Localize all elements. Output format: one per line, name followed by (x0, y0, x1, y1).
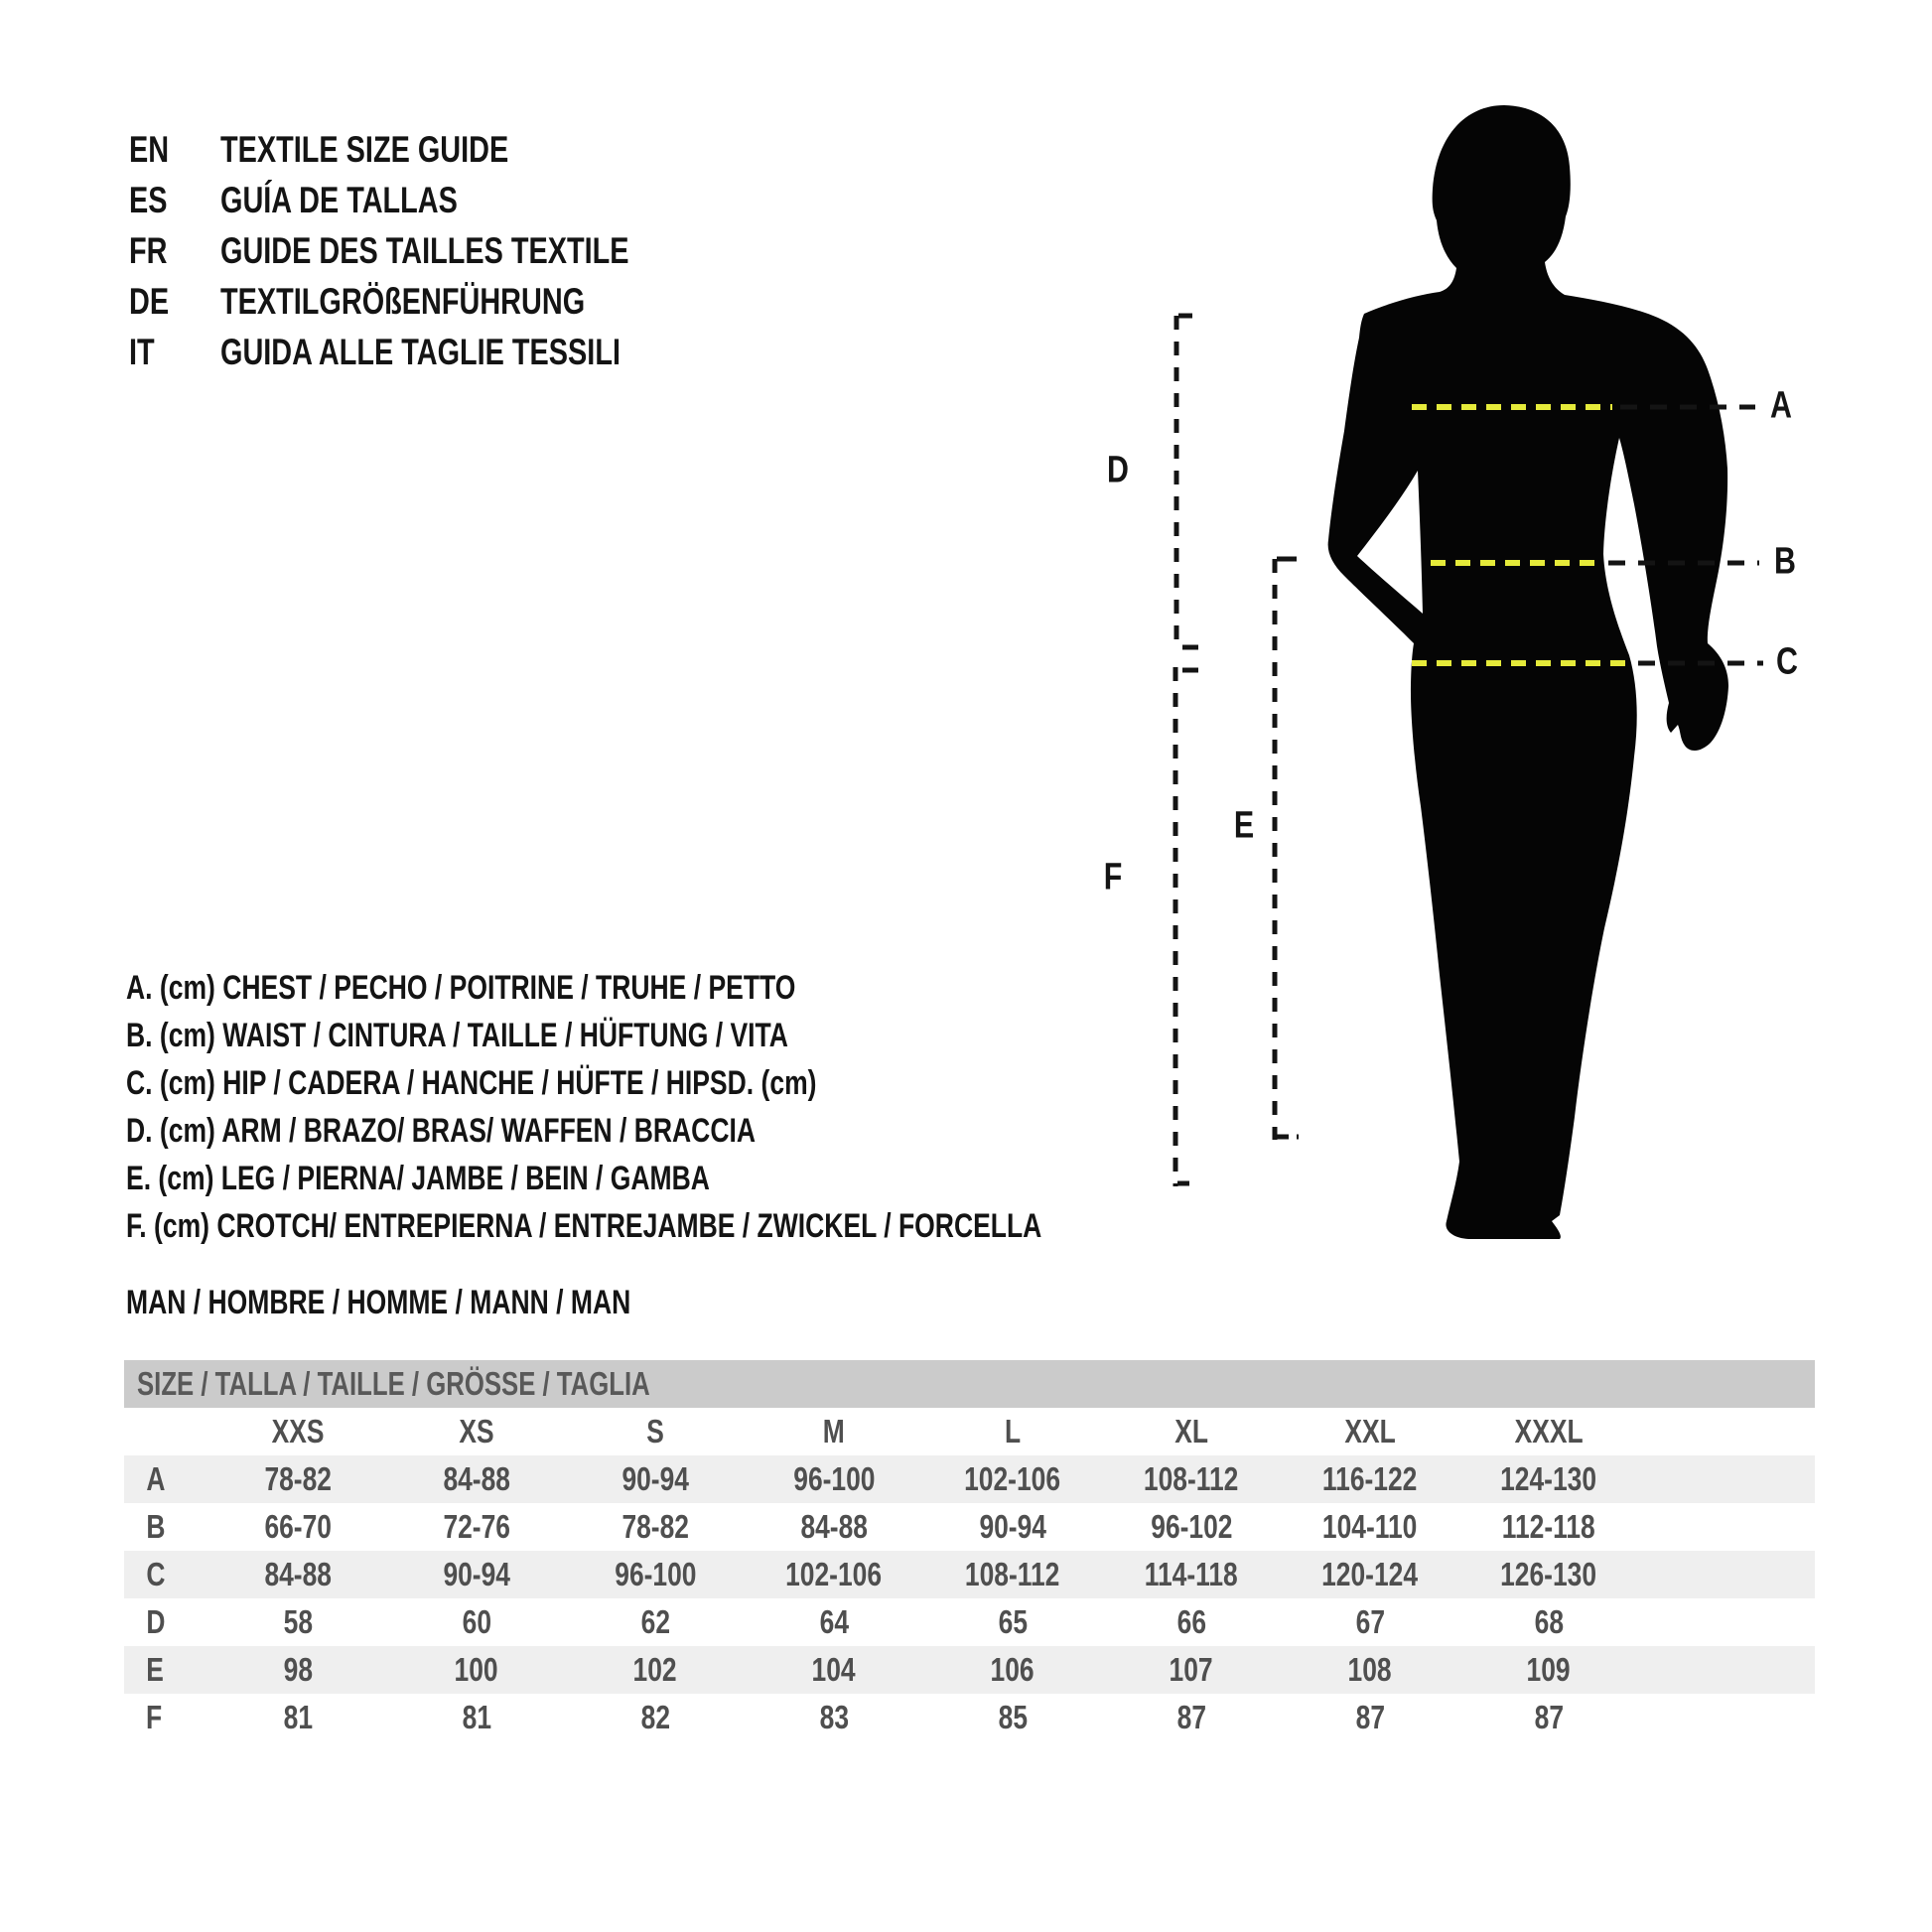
cell: 108-112 (1144, 1460, 1239, 1497)
cell: 87 (1176, 1699, 1206, 1735)
column-header: XXS (271, 1413, 325, 1449)
cell: 96-100 (792, 1460, 876, 1497)
row-label: C (146, 1556, 166, 1592)
cell: 109 (1526, 1651, 1572, 1688)
language-code: ES (129, 179, 168, 220)
cell: 90-94 (979, 1508, 1046, 1545)
column-header: XS (459, 1413, 494, 1449)
cell: 102-106 (964, 1460, 1061, 1497)
cell: 87 (1534, 1699, 1564, 1735)
column-header: XXL (1344, 1413, 1396, 1449)
cell: 58 (283, 1603, 313, 1640)
cell: 64 (819, 1603, 849, 1640)
measurement-line-A: A. (cm) CHEST / PECHO / POITRINE / TRUHE / PETTO (126, 968, 796, 1007)
measurement-definitions (126, 964, 1300, 1250)
cell: 84-88 (800, 1508, 868, 1545)
cell: 90-94 (621, 1460, 689, 1497)
cell: 104 (811, 1651, 857, 1688)
cell: 60 (462, 1603, 491, 1640)
cell: 84-88 (443, 1460, 510, 1497)
cell: 81 (283, 1699, 313, 1735)
measurement-line-E: E. (cm) LEG / PIERNA/ JAMBE / BEIN / GAMBA (126, 1159, 710, 1197)
cell: 67 (1355, 1603, 1385, 1640)
table-row (124, 1455, 1815, 1503)
marker-waist-B: B (1774, 540, 1796, 583)
cell: 102-106 (785, 1556, 883, 1592)
column-header: M (823, 1413, 845, 1449)
cell: 126-130 (1500, 1556, 1597, 1592)
man-silhouette (1328, 105, 1728, 1239)
cell: 85 (998, 1699, 1028, 1735)
cell: 72-76 (443, 1508, 510, 1545)
language-title: GUIDE DES TAILLES TEXTILE (220, 229, 629, 271)
cell: 98 (283, 1651, 313, 1688)
measurement-line-D: D. (cm) ARM / BRAZO/ BRAS/ WAFFEN / BRACCIA (126, 1111, 757, 1150)
column-header: S (646, 1413, 664, 1449)
cell: 106 (990, 1651, 1035, 1688)
cell: 108-112 (965, 1556, 1060, 1592)
row-label: E (146, 1651, 164, 1688)
cell: 96-100 (614, 1556, 697, 1592)
language-title: GUIDA ALLE TAGLIE TESSILI (220, 331, 621, 372)
cell: 108 (1347, 1651, 1393, 1688)
row-label: D (146, 1603, 166, 1640)
cell: 90-94 (443, 1556, 510, 1592)
cell: 104-110 (1322, 1508, 1418, 1545)
cell: 87 (1355, 1699, 1385, 1735)
table-row (124, 1503, 1815, 1551)
table-row (124, 1598, 1815, 1646)
cell: 84-88 (264, 1556, 332, 1592)
cell: 62 (640, 1603, 670, 1640)
table-row (124, 1551, 1815, 1598)
cell: 114-118 (1145, 1556, 1238, 1592)
row-label: A (146, 1460, 166, 1497)
size-table-header-row (124, 1408, 1815, 1455)
column-header: XXXL (1514, 1413, 1584, 1449)
column-header: L (1004, 1413, 1022, 1449)
cell: 120-124 (1321, 1556, 1419, 1592)
cell: 107 (1169, 1651, 1214, 1688)
language-title: TEXTILE SIZE GUIDE (220, 128, 509, 170)
language-title: TEXTILGRÖßENFÜHRUNG (220, 280, 586, 322)
cell: 102 (632, 1651, 678, 1688)
cell: 116-122 (1322, 1460, 1418, 1497)
size-table-banner: SIZE / TALLA / TAILLE / GRÖSSE / TAGLIA (124, 1360, 1815, 1408)
cell: 124-130 (1500, 1460, 1597, 1497)
marker-chest-A: A (1770, 384, 1792, 427)
cell: 66 (1176, 1603, 1206, 1640)
cell: 100 (454, 1651, 499, 1688)
marker-arm-D: D (1107, 449, 1129, 491)
table-row (124, 1694, 1815, 1741)
cell: 66-70 (264, 1508, 332, 1545)
column-header: XL (1174, 1413, 1208, 1449)
cell: 83 (819, 1699, 849, 1735)
measurement-line-C: C. (cm) HIP / CADERA / HANCHE / HÜFTE / HIPSD. (cm) (126, 1063, 817, 1102)
marker-hip-C: C (1776, 640, 1798, 683)
cell: 65 (998, 1603, 1028, 1640)
language-code: DE (129, 280, 170, 322)
cell: 112-118 (1502, 1508, 1595, 1545)
cell: 82 (640, 1699, 670, 1735)
size-table (124, 1360, 1815, 1741)
row-label: F (146, 1699, 163, 1735)
measurement-line-B: B. (cm) WAIST / CINTURA / TAILLE / HÜFTUNG / VITA (126, 1016, 788, 1054)
marker-crotch-F: F (1103, 856, 1123, 898)
language-code: FR (129, 229, 168, 271)
marker-leg-E: E (1233, 804, 1255, 847)
cell: 68 (1534, 1603, 1564, 1640)
table-row (124, 1646, 1815, 1694)
cell: 96-102 (1150, 1508, 1233, 1545)
language-title: GUÍA DE TALLAS (220, 179, 458, 220)
gender-line: MAN / HOMBRE / HOMME / MANN / MAN (126, 1283, 631, 1321)
cell: 81 (462, 1699, 491, 1735)
measurement-line-F: F. (cm) CROTCH/ ENTREPIERNA / ENTREJAMBE / ZWICKEL / FORCELLA (126, 1206, 1042, 1245)
cell: 78-82 (264, 1460, 332, 1497)
language-code: EN (129, 128, 170, 170)
cell: 78-82 (621, 1508, 689, 1545)
language-code: IT (129, 331, 155, 372)
row-label: B (146, 1508, 166, 1545)
